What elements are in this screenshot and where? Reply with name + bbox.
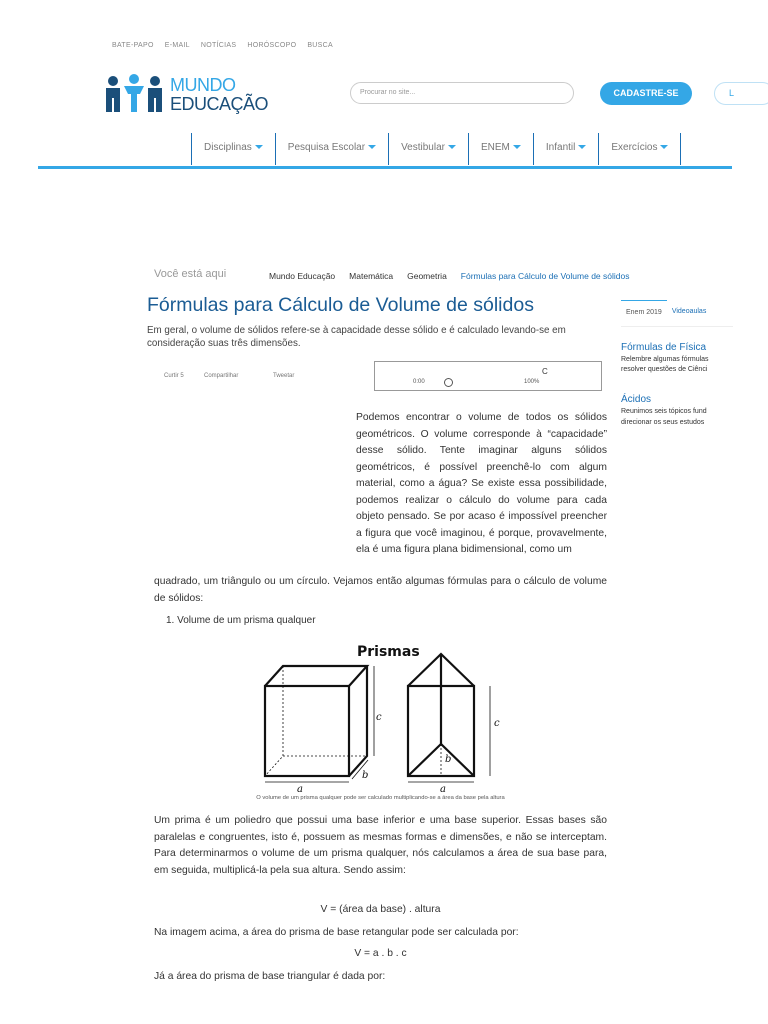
caret-down-icon	[448, 145, 456, 149]
nav-enem[interactable]	[468, 133, 533, 165]
nav-infantil[interactable]	[533, 133, 598, 165]
caret-down-icon	[368, 145, 376, 149]
article-paragraph: Podemos encontrar o volume de todos os sólidos geométricos. O volume corresponde à “capacidade” desse sólido. Tente imaginar alguns sólidos geométricos, é possível preenchê-lo com algum material, como a água? Se existe essa possibilidade, podemos realizar o cálculo do volume para cada objeto pensado. Se por acaso é impossível preencher a figura que você imaginou, é porque, provavelmente, ela é uma figura plana bidimensional, como um	[356, 412, 607, 555]
list-item: 1. Volume de um prisma qualquer	[166, 615, 316, 626]
sidebar-tabs	[621, 300, 711, 316]
player-volume: 100%	[524, 379, 540, 385]
label-a: a	[297, 784, 303, 792]
seek-handle[interactable]	[444, 378, 453, 387]
label-b: b	[445, 754, 452, 765]
nav-label: Disciplinas	[204, 142, 252, 153]
breadcrumb-item[interactable]: Matemática	[349, 271, 394, 281]
sidebar-item-text: resolver questões de Ciênci	[621, 366, 708, 373]
login-button[interactable]: L	[714, 82, 768, 105]
tab-enem-2019[interactable]: Enem 2019	[621, 300, 667, 316]
prisms-figure	[256, 640, 518, 792]
search-input[interactable]: Procurar no site...	[350, 82, 574, 104]
article-intro: Em geral, o volume de sólidos refere-se à capacidade desse sólido e é calculado levando-se em consideração suas três dimensões.	[147, 325, 566, 349]
nav-disciplinas[interactable]	[191, 133, 275, 165]
breadcrumb-item[interactable]: Geometria	[407, 271, 447, 281]
tab-videoaulas[interactable]: Videoaulas	[671, 308, 707, 315]
label-c: c	[494, 718, 500, 729]
figure-caption: O volume de um prisma qualquer pode ser calculado multiplicando-se a área da base pela altura	[256, 795, 505, 801]
logo-line2: EDUCAÇÃO	[170, 94, 269, 114]
sidebar-item-text: direcionar os seus estudos	[621, 419, 705, 426]
caret-down-icon	[255, 145, 263, 149]
article-paragraph: Já a área do prisma de base triangular é dada por:	[154, 971, 386, 982]
nav-pesquisa-escolar[interactable]	[275, 133, 388, 165]
sidebar-divider	[621, 326, 733, 327]
top-utility-nav	[112, 42, 344, 49]
nav-label: Vestibular	[401, 142, 445, 153]
nav-divider	[38, 166, 732, 169]
logo-wordmark[interactable]	[170, 76, 268, 114]
breadcrumb-current[interactable]: Fórmulas para Cálculo de Volume de sólidos	[460, 271, 630, 281]
register-button[interactable]: CADASTRE-SE	[600, 82, 692, 105]
like-button[interactable]: Curtir 5	[164, 373, 184, 379]
sidebar-item-title[interactable]: Ácidos	[621, 394, 652, 405]
tweet-button[interactable]: Tweetar	[273, 373, 295, 379]
nav-vestibular[interactable]	[388, 133, 468, 165]
nav-link-search[interactable]: BUSCA	[307, 42, 333, 49]
nav-link-chat[interactable]: BATE-PAPO	[112, 42, 154, 49]
main-nav	[191, 133, 681, 165]
label-b: b	[362, 770, 369, 781]
nav-exercicios[interactable]	[598, 133, 681, 165]
nav-link-news[interactable]: NOTÍCIAS	[200, 42, 237, 49]
share-button[interactable]: Compartilhar	[204, 373, 239, 379]
sidebar-item-title[interactable]: Fórmulas de Física	[621, 342, 707, 353]
breadcrumb-item[interactable]: Mundo Educação	[269, 271, 336, 281]
sidebar-item-text: Relembre algumas fórmulas	[621, 356, 709, 363]
audio-player[interactable]	[374, 361, 602, 391]
sidebar-item-text: Reunimos seis tópicos fund	[621, 408, 707, 415]
logo-line1: MUNDO	[170, 75, 236, 95]
nav-label: Exercícios	[611, 142, 658, 153]
nav-link-horoscope[interactable]: HORÓSCOPO	[247, 42, 297, 49]
nav-label: Infantil	[545, 142, 576, 153]
nav-label: ENEM	[480, 142, 510, 153]
breadcrumb	[269, 271, 643, 281]
nav-label: Pesquisa Escolar	[287, 142, 366, 153]
figure-title: Prismas	[357, 644, 420, 660]
formula: V = a . b . c	[354, 948, 407, 959]
nav-link-email[interactable]: E-MAIL	[164, 42, 190, 49]
label-c: c	[376, 712, 382, 723]
rectangular-prism-icon	[265, 666, 367, 776]
caret-down-icon	[660, 145, 668, 149]
caret-down-icon	[578, 145, 586, 149]
player-label: C	[542, 367, 548, 376]
page-title: Fórmulas para Cálculo de Volume de sólidos	[147, 294, 534, 316]
label-a: a	[440, 784, 446, 792]
formula: V = (área da base) . altura	[320, 904, 441, 915]
article-paragraph: Um prima é um poliedro que possui uma base inferior e uma base superior. Essas bases são paralelas e congruentes, isto é, possuem as mesmas formas e dimensões, e não se interceptam. Para determinarmos o volume de um prisma qualquer, nós calculamos a área de sua base para, em seguida, multiplicá-la pela sua altura. Sendo assim:	[154, 815, 607, 876]
article-paragraph: Na imagem acima, a área do prisma de base retangular pode ser calculada por:	[154, 927, 519, 938]
player-time: 0:00	[413, 379, 425, 385]
article-paragraph: quadrado, um triângulo ou um círculo. Vejamos então algumas fórmulas para o cálculo de volume de sólidos:	[154, 576, 607, 604]
caret-down-icon	[513, 145, 521, 149]
breadcrumb-label: Você está aqui	[154, 268, 227, 280]
